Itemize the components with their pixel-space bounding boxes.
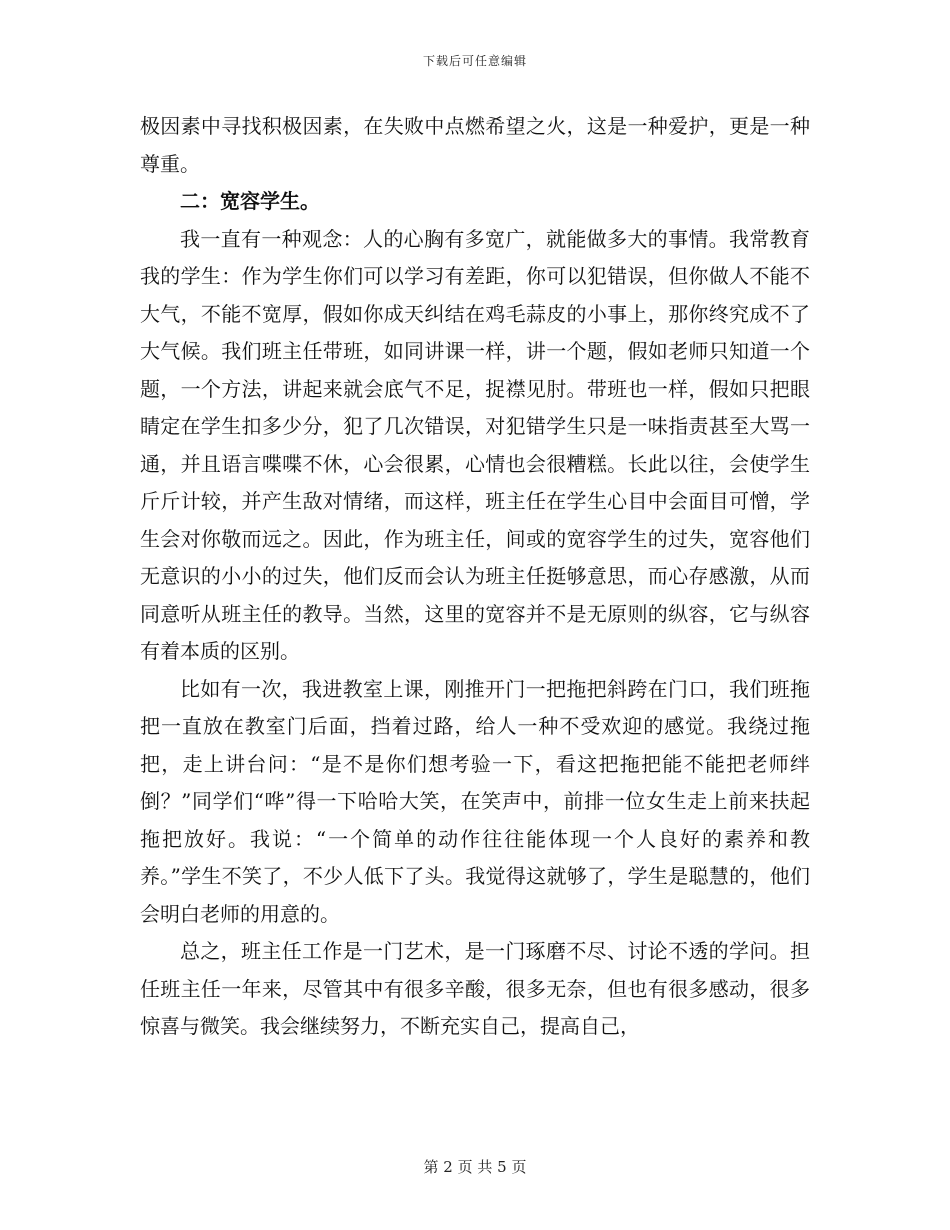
page-header-note: 下载后可任意编辑 [422, 54, 527, 68]
paragraph-continued: 极因素中寻找积极因素，在失败中点燃希望之火，这是一种爱护，更是一种尊重。 [140, 114, 810, 176]
page-number: 第 2 页 共 5 页 [423, 1158, 527, 1176]
paragraph-tolerance-philosophy: 我一直有一种观念：人的心胸有多宽广，就能做多大的事情。我常教育我的学生：作为学生你们可以学习有差距，你可以犯错误，但你做人不能不大气，不能不宽厚，假如你成天纠结在鸡毛蒜皮的小事上，那你终究成不了大气候。我们班主任带班，如同讲课一样，讲一个题，假如老师只知道一个题，一个方法，讲起来就会底气不足，捉襟见肘。带班也一样，假如只把眼睛定在学生扣多少分，犯了几次错误，对犯错学生只是一味指责甚至大骂一通，并且语言喋喋不休，心会很累，心情也会很糟糕。长此以往，会使学生斤斤计较，并产生敌对情绪，而这样，班主任在学生心目中会面目可憎，学生会对你敬而远之。因此，作为班主任，间或的宽容学生的过失，宽容他们无意识的小小的过失，他们反而会认为班主任挺够意思，而心存感激，从而同意听从班主任的教导。当然，这里的宽容并不是无原则的纵容，它与纵容有着本质的区别。 [140, 226, 810, 663]
paragraph-mop-story: 比如有一次，我进教室上课，刚推开门一把拖把斜跨在门口，我们班拖把一直放在教室门后面，挡着过路，给人一种不受欢迎的感觉。我绕过拖把，走上讲台问：“是不是你们想考验一下，看这把拖把能不能把老师绊倒？”同学们“哗”得一下哈哈大笑，在笑声中，前排一位女生走上前来扶起拖把放好。我说：“一个简单的动作往往能体现一个人良好的素养和教养。”学生不笑了，不少人低下了头。我觉得这就够了，学生是聪慧的，他们会明白老师的用意的。 [140, 676, 810, 926]
section-heading: 二：宽容学生。 [180, 189, 320, 213]
paragraph-conclusion: 总之，班主任工作是一门艺术，是一门琢磨不尽、讨论不透的学问。担任班主任一年来，尽管其中有很多辛酸，很多无奈，但也有很多感动，很多惊喜与微笑。我会继续努力，不断充实自己，提高自己， [140, 939, 810, 1038]
document-body [140, 108, 810, 1046]
